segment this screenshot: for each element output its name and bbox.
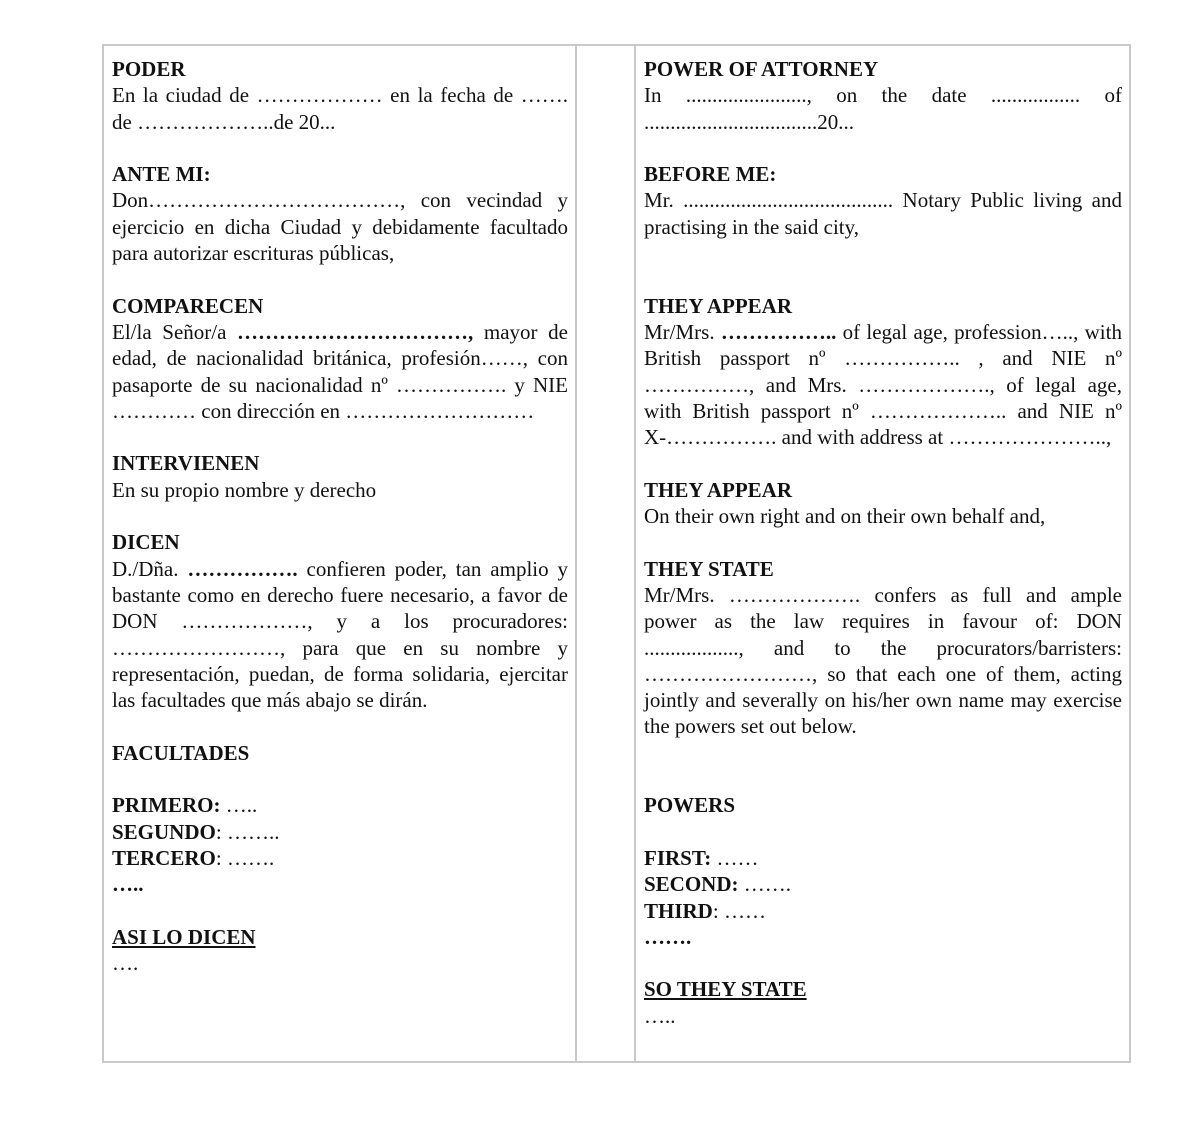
- powers-heading: POWERS: [644, 793, 736, 818]
- comparecen-name-blank: ……………………………,: [237, 319, 474, 344]
- they-appear-heading-2: THEY APPEAR: [644, 477, 792, 502]
- spanish-title: PODER: [112, 57, 186, 81]
- dicen-heading: DICEN: [112, 530, 180, 555]
- segundo-item: SEGUNDO: ……..: [112, 819, 280, 844]
- they-appear-heading: THEY APPEAR: [644, 293, 792, 318]
- dicen-name-blank: …………….: [187, 556, 298, 581]
- tercero-item: TERCERO: …….: [112, 845, 275, 870]
- they-appear-text-2: On their own right and on their own behalf and,: [644, 504, 1046, 529]
- spanish-intro: En la ciudad de ……………… en la fecha de ……. de ………………..de 20...: [112, 83, 568, 134]
- bilingual-document-table: [102, 44, 1131, 1063]
- second-item: SECOND: …….: [644, 872, 792, 897]
- more-items-ellipsis: …..: [112, 872, 144, 897]
- appear-name-blank: ……………..: [720, 319, 837, 344]
- english-title: POWER OF ATTORNEY: [644, 57, 879, 81]
- english-intro: In ......................., on the date ................. of .................................20...: [644, 83, 1122, 134]
- ante-mi-text: Don………………………………, con vecindad y ejercicio en dicha Ciudad y debidamente facultado para autorizar escrituras públicas,: [112, 188, 568, 266]
- spanish-column: [104, 46, 577, 1061]
- dicen-text: D./Dña. ……………. confieren poder, tan amplio y bastante como en derecho fuere necesario, a favor de DON ………………, y a los procuradores: ……………………, para que en su nombre y representación, puedan, de forma solidaria, ejercitar las facultades que más abajo se dirán.: [112, 556, 568, 713]
- before-me-text: Mr. ........................................ Notary Public living and practising in the said city,: [644, 188, 1122, 239]
- they-state-heading: THEY STATE: [644, 556, 774, 581]
- they-appear-text: Mr/Mrs. …………….. of legal age, profession….., with British passport nº …………….. , and NIE nº ……………, and Mrs. ………………., of legal age, with British passport nº ……………….. and NIE nº X-……………. and with address at …………………..,: [644, 319, 1122, 450]
- intervienen-heading: INTERVIENEN: [112, 451, 260, 476]
- english-column: [636, 46, 1129, 1061]
- comparecen-heading: COMPARECEN: [112, 293, 264, 318]
- ante-mi-heading: ANTE MI:: [112, 162, 211, 187]
- primero-item: PRIMERO: …..: [112, 793, 258, 818]
- closing-text-english: …..: [644, 1003, 676, 1028]
- intervienen-text: En su propio nombre y derecho: [112, 477, 377, 502]
- facultades-heading: FACULTADES: [112, 740, 250, 765]
- so-they-state-heading: SO THEY STATE: [644, 977, 807, 1002]
- more-powers-ellipsis: …….: [644, 924, 692, 949]
- closing-text: ….: [112, 951, 139, 976]
- comparecen-text: El/la Señor/a ……………………………, mayor de edad, de nacionalidad británica, profesión……, con pasaporte de su nacionalidad nº ……………. y NIE ………… con dirección en ………………………: [112, 319, 568, 423]
- before-me-heading: BEFORE ME:: [644, 162, 777, 187]
- they-state-text: Mr/Mrs. ………………. confers as full and ample power as the law requires in favour of: DON .................., and to the procurators/barristers: ……………………, so that each one of them, acting jointly and severally on his/her own name may exercise the powers set out below.: [644, 582, 1122, 739]
- first-item: FIRST: ……: [644, 845, 759, 870]
- third-item: THIRD: ……: [644, 898, 766, 923]
- asi-lo-dicen-heading: ASI LO DICEN: [112, 924, 256, 949]
- spacer-column: [577, 46, 636, 1061]
